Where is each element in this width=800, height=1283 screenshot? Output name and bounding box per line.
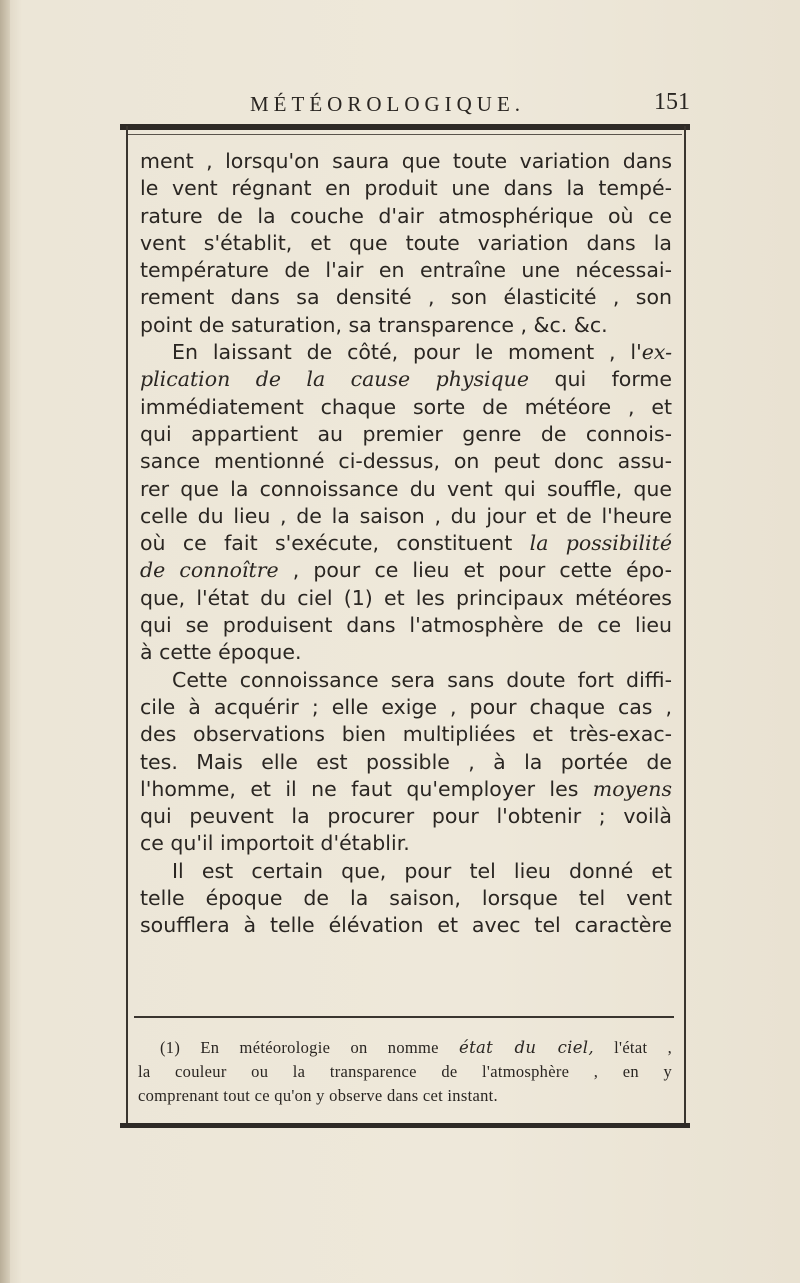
text-line: plication de la cause physique qui forme xyxy=(140,367,672,392)
running-head xyxy=(250,89,690,122)
running-title: MÉTÉOROLOGIQUE. xyxy=(250,92,526,116)
text-line: rer que la connoissance du vent qui souffle, que xyxy=(140,476,672,501)
text-line: cile à acquérir ; elle exige , pour chaque cas , xyxy=(140,694,672,719)
text-line: ment , lorsqu'on saura que toute variation dans xyxy=(140,149,672,173)
text-line: qui peuvent la procurer pour l'obtenir ; voilà xyxy=(140,804,672,829)
text-line: rement dans sa densité , son élasticité , son xyxy=(140,285,672,310)
text-line: celle du lieu , de la saison , du jour et de l'heure xyxy=(140,503,672,528)
text-line: En laissant de côté, pour le moment , l'ex- xyxy=(172,340,672,365)
text-line: qui se produisent dans l'atmosphère de ce lieu xyxy=(140,613,672,638)
text-line: immédiatement chaque sorte de météore , et xyxy=(140,394,672,419)
text-line: telle époque de la saison, lorsque tel vent xyxy=(140,886,672,911)
text-line: soufflera à telle élévation et avec tel caractère xyxy=(140,913,672,938)
footnote xyxy=(138,1036,672,1108)
text-line: vent s'établit, et que toute variation dans la xyxy=(140,230,672,255)
text-line: rature de la couche d'air atmosphérique où ce xyxy=(140,203,672,228)
text-line: que, l'état du ciel (1) et les principaux météores xyxy=(140,585,672,610)
footnote-rule xyxy=(134,1016,674,1018)
text-line: température de l'air en entraîne une nécessai- xyxy=(140,258,672,283)
text-line: Il est certain que, pour tel lieu donné et xyxy=(172,858,672,883)
text-line: à cette époque. xyxy=(140,640,302,665)
text-line: qui appartient au premier genre de connois- xyxy=(140,421,672,446)
footnote-line: comprenant tout ce qu'on y observe dans cet instant. xyxy=(138,1086,498,1105)
text-line: sance mentionné ci-dessus, on peut donc assu- xyxy=(140,449,672,474)
text-line: point de saturation, sa transparence , &c. &c. xyxy=(140,312,608,337)
text-line: où ce fait s'exécute, constituent la possibilité xyxy=(140,531,672,556)
text-line: des observations bien multipliées et très-exac- xyxy=(140,722,672,747)
text-line: tes. Mais elle est possible , à la portée de xyxy=(140,749,672,774)
page-number: 151 xyxy=(654,89,690,115)
text-line: l'homme, et il ne faut qu'employer les moyens xyxy=(140,776,672,801)
footnote-line: la couleur ou la transparence de l'atmosphère , en y xyxy=(138,1062,672,1081)
bottom-rule xyxy=(120,1123,690,1128)
footnote-line: (1) En météorologie on nomme état du ciel, l'état , xyxy=(160,1038,672,1057)
body-text xyxy=(140,148,672,940)
text-line: Cette connoissance sera sans doute fort diffi- xyxy=(172,667,672,692)
text-line: le vent régnant en produit une dans la tempé- xyxy=(140,176,672,201)
text-line: ce qu'il importoit d'établir. xyxy=(140,831,410,856)
text-line: de connoître , pour ce lieu et pour cette épo- xyxy=(140,558,672,583)
page-gutter xyxy=(0,0,10,1283)
